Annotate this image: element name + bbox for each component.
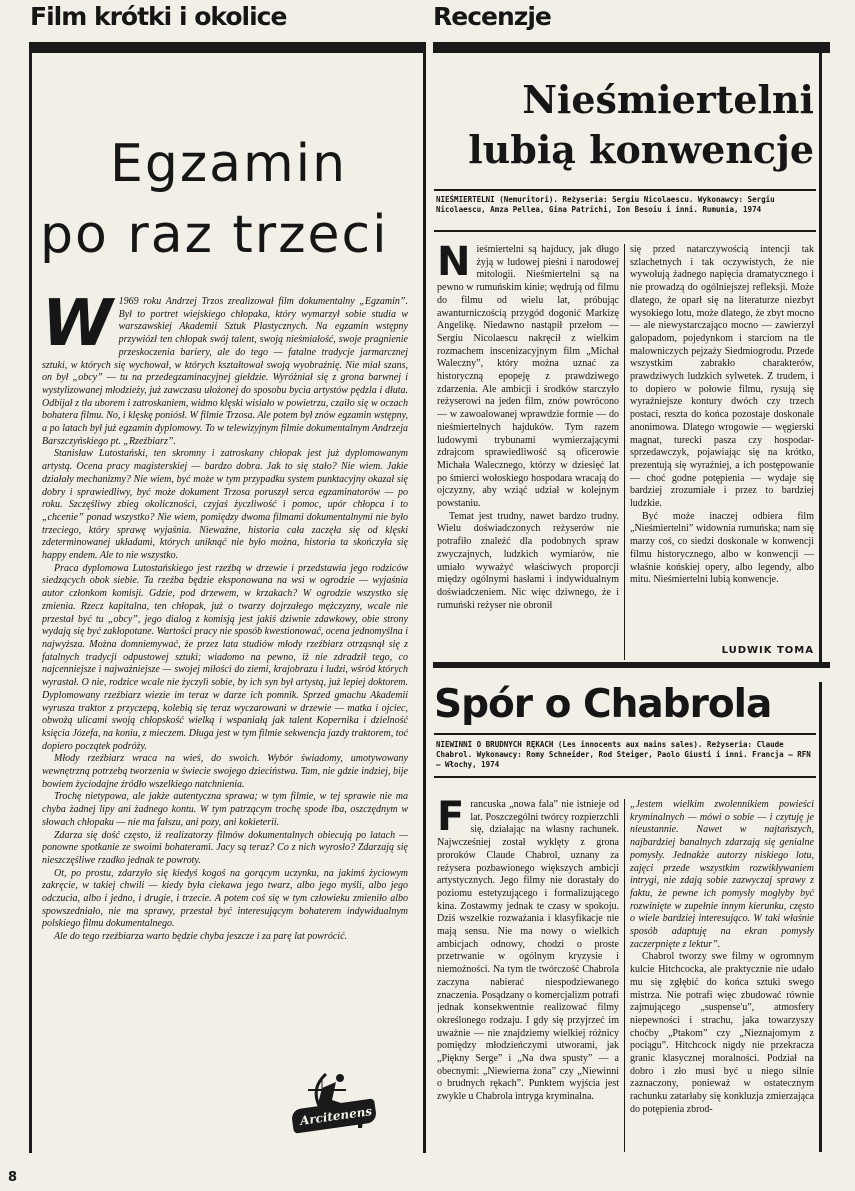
review1-paragraph: Być może inaczej odbiera film „Nieśmiertelni” widownia rumuńska; nam się marzy coś, co siedzi doskonale w konwencji filmu historycznego, albo w konwencji — właśnie końskiej opery, albo legendy, albo mitu. Nieśmiertelni lubią konwencje. — [630, 510, 814, 586]
review1-column2 — [630, 244, 814, 644]
review1-credits: NIEŚMIERTELNI (Nemuritori). Reżyseria: Sergiu Nicolaescu. Wykonawcy: Sergiu Nicolaescu, Amza Pellea, Gina Patrichi, Ion Besoiu i inni. Rumunia, 1974 — [436, 195, 775, 214]
article-paragraph: Praca dyplomowa Lutostańskiego jest rzeźbą w drzewie i przedstawia jego rodziców siedzących obok siebie. Ta rzeźba będzie eksponowana na wsi w ogrodzie — wyjaśnia autor członkom komisji. Gdzie, pod drzewem, w krzakach? W ogrodzie wszystko się zmienia. Rzecz kapitalna, ten chłopak, już o twarzy dojrzałego mężczyzny, wcale nie przestał być tu „obcy”, jego dialog z komisją jest jakiś dziwnie zdawkowy, obie strony wydają się być zakłopotane. Wartości pracy nie sposób kwestionować, ocena jednomyślna i najwyższa. Można domniemywać, że przez lata studiów młody rzeźbiarz otrząsnął się z fatalnych tradycji odpustowej sztuki; wiadomo na pewno, iż nie zdradził tego, co najcenniejsze i najważniejsze — swojej miłości do ziemi, krajobrazu i ludzi, wśród których wyrastał. O nie, rodzice wcale nie życzyli sobie, by ich syn był artystą, już lepiej doktorem. Dyplomowany rzeźbiarz wiezie im teraz w darze ich pomnik. Sprzed gmachu Akademii wyrusza traktor z przyczepą, kolebią się teraz wyczarowani w drzewie — matka i ojciec, obwożą ulicami swoją chłopskość wielką i wspaniałą jak talent Kopernika i dzielność księcia Józefa, na koniu, z mieczem. Długa jest w tym filmie sekwencja jazdy traktorem, toć dopiero początek podróży. — [42, 562, 408, 752]
article-lead: 1969 roku Andrzej Trzos zrealizował film dokumentalny „Egzamin”. Był to portret wiejskiego chłopaka, który wymarzył sobie studia w warszawskiej Akademii Sztuk Plastycznych. Na egzamin wstępny przywiózł ten chłopak swój talent, swoją nieśmiałość, swoje pragnienie przeskoczenia bariery, ale do tego — fatalne tradycje jarmarcznej sztuki, w których się wychował, w których kształtował swoją wyobraźnię. Nie miał szans, on był „obcy” — tu na przedegzaminacyjnej giełdzie. Wyróżniał się z grona barwnej i wystylizowanej młodzieży, już zawczasu ułożonej do sposobu bycia artystów pędzla i dłuta. Odbijał z tła uborem i zatroskaniem, widmo klęski wisiało w powietrzu, czaiło się w oczach bohatera filmu. No, i klęskę poniósł. W filmie Trzosa. Ale potem był znów egzamin wstępny, a po latach był już egzamin dyplomowy. To w telewizyjnym filmie dokumentalnym Andrzeja Barszczyńskiego pt. „Rzeźbiarz”. — [42, 296, 408, 447]
drop-cap-n: N — [437, 244, 471, 285]
review1-paragraph: się przed natarczywością intencji tak szlachetnych i tak oczywistych, że nie wywołują żadnego napięcia dramatycznego i nie prowadzą do ogólniejszej refleksji. Może dlatego, że oparł się na literaturze niezbyt wysokiego lotu, może dlatego, że zbyt mocno — ale niewystarczająco mocno — zawierzył galopadom, pojedynkom i starciom na tle malowniczych pejzaży Siedmiogrodu. Przede wszystkim zabrakło charakterów, prawdziwych ludzkich sylwetek. Z trudem, i to dopiero w połowie filmu, rysują się wyraźniejsze kontury dwóch czy trzech postaci, reszta do końca pozostaje doskonale anonimowa. Dlatego wrogowie — węgierski magnat, turecki pasza czy hospodar-sprzedawczyk, pojawiając się na krótko, prezentują się wyraźniej, a ich postępowanie — choć godne potępienia — wydaje się bardziej zrozumiałe i przez to bardziej ludzkie. — [630, 244, 814, 510]
review1-frame-line — [819, 53, 822, 666]
article-paragraph: Stanisław Lutostański, ten skromny i zatroskany chłopak jest już dyplomowanym artystą. Ocena pracy magisterskiej — bardzo dobra. Jak to się stało? Nie wiem. Jakie działały mechanizmy? Nie wiem, być może w tym przypadku system punktacyjny okazał się dobry i sprawiedliwy, być może dokument Trzosa poruszył serca egzaminatorów — po roku. Szczęśliwy zbieg okoliczności, czyjaś życzliwość i pomoc, upór chłopca i to „chcenie” ponad wszystko? Nie wiem, pomiędzy dwoma filmami dokumentalnymi nie było trzeciego, który sprawę wyjaśnia. Nieważne, historia cała zaczęła się od klęski zdeterminowanej układami, których uniknąć nie było można, historia ta skończyła się happy endem. Ale to nie wszystko. — [42, 448, 408, 562]
review2-credits-rule — [434, 776, 816, 778]
review2-paragraph: rancuska „nowa fala” nie istnieje od lat. Poszczególni twórcy rozpierzchli się, działając na własny rachunek. Najwcześniej został wyklęty z grona proroków Claude Chabrol, uznany za reżysera pozbawionego większych ambicji artystycznych. Jego filmy nie dorastały do poziomu estetyzującego i formalizującego kina. Zostawmy jednak te czasy w spokoju. Dziś wszelkie rozważania i klasyfikacje nie mają sensu. Nie ma nowy o wielkich ambicjach odnowy, chodzi o proste przetrwanie w ogólnym kryzysie i niemożności. Na tym tle twórczość Chabrola zaczyna nabierać niespodziewanego znaczenia. Posądzany o komercjalizm potrafi jednak konsekwentnie realizować filmy określonego rodzaju. I gdy się przyjrzeć im uważnie — nie znajdziemy wielkiej różnicy pomiędzy młodzieńczymi utworami, jak „Piękny Serge” i „Na dwa spusty” — a obecnymi: „Niewierna żona” czy „Niewinni o brudnych rękach”. Punktem wyjścia jest zwykle u Chabrola intryga kryminalna. — [437, 799, 619, 1103]
header-rule-left — [29, 42, 426, 53]
logo-text: Arcitenens — [299, 1104, 373, 1128]
header-rule-right — [433, 42, 830, 53]
article-paragraph: Ot, po prostu, zdarzyło się kiedyś kogoś na gorącym uczynku, na jakimś życiowym zakręcie, w takiej chwili — kiedy była ciekawa jego twarz, albo jego myśli, albo jego odczucia, albo i jedno, i drugie, i trzecie. A potem coś się w tym człowieku zmieniło albo spowszedniało, nie ma sprawy, przestał być interesującym bohaterem indywidualnym polskiego filmu dokumentalnego. — [42, 867, 408, 930]
review2-column2 — [630, 799, 814, 1152]
review2-credits: NIEWINNI O BRUDNYCH RĘKACH (Les innocents aux mains sales). Reżyseria: Claude Chabrol. Wykonawcy: Romy Schneider, Rod Steiger, Paolo Giusti i inni. Francja — RFN — Włochy, 1974 — [436, 740, 811, 769]
drop-cap-f: F — [437, 799, 465, 840]
page-number: 8 — [8, 1170, 18, 1185]
review2-title: Spór o Chabrola — [434, 682, 772, 727]
review2-paragraph: Chabrol tworzy swe filmy w ogromnym kulcie Hitchcocka, ale praktycznie nie udało mu się zgłębić do końca sztuki swego mistrza. Nie potrafi więc zbudować równie zajmującego „suspense'u”, atmosfery niepewności i strachu, jaka towarzyszy choćby „Ptakom” czy „Nieznajomym z pociągu”. Hitchcock nigdy nie przekracza granic klasycznej moralności. Podział na dobro i zło musi być u niego silnie zaznaczony, ponieważ w ostatecznym rachunku zatarłaby się konkluzja zmierzająca do potępienia zbrod- — [630, 951, 814, 1115]
review1-paragraph: ieśmiertelni są hajducy, jak długo żyją w ludowej pieśni i narodowej mitologii. Nieśmiertelni są na pewno w rumuńskim kinie; wędrują od filmu do filmu od wielu lat, próbując awanturniczością przygód dogonić Markizę Angelikę. Niedawno nastąpił przełom — Sergiu Nicolaescu nakręcił z wielkim rozmachem inscenizacyjnym film „Michał Waleczny”, który można uznać za historyczną epopeję z prawdziwego zdarzenia. Ale ambicji i środków starczyło reżyserowi na jeden film, znów powrócono — w zawoalowanej wprawdzie formie — do nieśmiertelnych hajduków. Tym razem ludowymi trybunami wymierzającymi zdrajcom sprawiedliwość są oficerowie Michała Walecznego, którzy w dziesięć lat po śmierci wołoskiego hospodara wracają do ojczyzny, aby wziąć udział w kolejnym powstaniu. — [437, 244, 619, 510]
review-separator — [433, 662, 830, 668]
review2-frame-line — [819, 682, 822, 1152]
review1-column-divider — [624, 244, 625, 660]
review2-column-divider — [624, 799, 625, 1152]
article-paragraph: Ale do tego rzeźbiarza warto będzie chyba jeszcze i za parę lat powrócić. — [54, 931, 348, 943]
review1-credits-rule — [434, 230, 816, 232]
review1-title-rule — [434, 189, 816, 191]
article-title-line1: Egzamin — [110, 134, 348, 194]
article-paragraph: Trochę nietypowa, ale jakże autentyczna sprawa; w tym filmie, w tej sprawie nie ma chyba żadnej lipy ani żadnego kontu. W tym patrzącym trochę spode łba, oszczędnym w słowach chłopaku — nie ma fałszu, ani pozy, ani kokieterii. — [42, 791, 408, 828]
drop-cap-w: W — [42, 296, 113, 361]
review1-title-line1: Nieśmiertelni — [522, 77, 814, 122]
review2-title-rule — [434, 733, 816, 735]
article-paragraph: Młody rzeźbiarz wraca na wieś, do swoich. Wybór świadomy, umotywowany wewnętrzną potrzebą tworzenia w świecie swojego dzieciństwa. Tam, nie gdzie indziej, bije bowiem życiodajne źródło wszelkiego natchnienia. — [42, 753, 408, 790]
review2-quote: „Jestem wielkim zwolennikiem powieści kryminalnych — mówi o sobie — i czytuję je nieustannie. Nawet w najtańszych, najbardziej banalnych zdarzają się genialne pomysły. Jednakże autorzy niskiego lotu, zajęci przede wszystkim rozwikływaniem intrygi, nie zdają sobie zazwyczaj sprawy z faktu, że pewne ich pomysły mogłyby być rozwinięte w zupełnie innym kierunku, często o wiele bardziej interesująco. W taki właśnie sposób adaptuję na ekran pomysły zaczerpnięte z lektur”. — [630, 799, 814, 950]
article-body-egzamin — [42, 296, 408, 1061]
left-frame-line-right — [423, 53, 426, 1153]
review1-column1 — [437, 244, 619, 660]
article-title-line2: po raz trzeci — [40, 205, 389, 265]
review1-signature: LUDWIK TOMA — [721, 645, 814, 656]
article-paragraph: Zdarza się dość często, iż realizatorzy filmów dokumentalnych obiecują po latach — ponowne spotkanie ze swoimi bohaterami. Jacy są teraz? Co z nich wyrosło? Zdarzają się nieszczęśliwe rzadko jednak te powroty. — [42, 829, 408, 866]
section-title-film-krotki: Film krótki i okolice — [30, 2, 287, 31]
left-frame-line — [29, 53, 32, 1153]
review1-title-line2: lubią konwencje — [468, 127, 814, 172]
section-title-recenzje: Recenzje — [433, 2, 551, 31]
review2-column1 — [437, 799, 619, 1152]
review1-paragraph: Temat jest trudny, nawet bardzo trudny. Wielu doświadczonych reżyserów nie potrafiło znaleźć dla podobnych spraw zwyczajnych, ludzkich wymiarów, nie umiało wyważyć właściwych proporcji między ogólnymi hasłami i indywidualnym doświadczeniem. Nic więc dziwnego, że i rumuński reżyser nie obronił — [437, 510, 619, 611]
